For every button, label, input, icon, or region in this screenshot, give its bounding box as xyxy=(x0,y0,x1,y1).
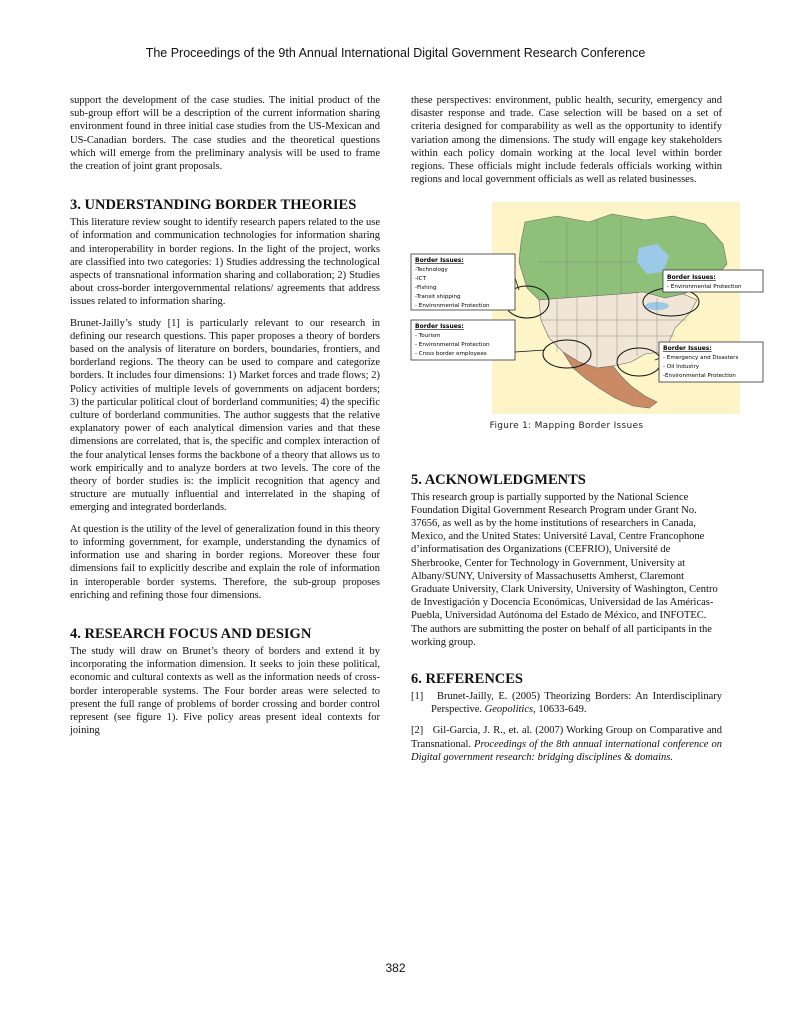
section-3-paragraph-2: Brunet-Jailly’s study [1] is particularly relevant to our research in defining our research questions. This paper proposes a theory of borders based on the analysis of literature on borders, boundaries, frontiers, and borderland regions. The theory can be used to compare and categorize borders. It includes four dimensions: 1) Market forces and trade flows; 2) Policy activities of multiple levels of governments on adjacent borders; 3) the particular political clout of borderland communities; 4) the specific culture of borderland communities. The author suggests that the relative explanatory power of each analytical dimension varies and that these dimensions are correlated, that is, the specific and complex interaction of the four analytical lenses forms the backbone of a theory that allows us to work empirically and to analyze borders at two levels. The core of the theory of border studies is: the implicit recognition that agency and structure are mutually influential and interrelated in the shaping of emerging and integrated borderlands. xyxy=(70,317,380,514)
section-5-paragraph-1: This research group is partially supported by the National Science Foundation Digital Government Research Program under Grant No. 37656, as well as by the home institutions of researchers in Canada, Mexico, and the United States: Université Laval, Centre Francophone d’informatisation des Organizations (CEFRIO), Université de Sherbrooke, Center for Technology in Government, University at Albany/SUNY, University of Massachusetts Amherst, Claremont Graduate University, Clark University, University of Washington, Centro de Investigación y Docencia Económicas, Universidad de las Américas-Puebla, Universidad Autónoma del Estado de México, and INFOTEC. The authors are submitting the poster on behalf of all participants in the working group. xyxy=(411,491,718,648)
reference-2-label: [2] xyxy=(411,725,424,737)
reference-1-text: Brunet-Jailly, E. (2005) Theorizing Borders: An Interdisciplinary Perspective. xyxy=(431,691,723,716)
border-issues-map xyxy=(407,202,767,414)
figure-1 xyxy=(407,202,767,414)
border-issues-box-3 xyxy=(411,320,515,360)
box-3-item: - Environmental Protection xyxy=(415,342,490,349)
box-1-item: -ICT xyxy=(415,276,426,283)
section-4-heading: 4. RESEARCH FOCUS AND DESIGN xyxy=(70,625,312,642)
section-4-paragraph-1: The study will draw on Brunet’s theory of borders and extend it by incorporating the information dimension. It seeks to join these political, economic and cultural contexts as well as the information needs of cross-border interoperable systems. The Four border areas were selected to present the full range of problems of border crossing and border control represent (see figure 1). Five policy areas present ideal contexts for joining xyxy=(70,645,380,737)
box-1-item: - Environmental Protection xyxy=(415,303,490,310)
reference-2 xyxy=(411,724,722,764)
box-1-item: -Technology xyxy=(415,267,448,274)
reference-1 xyxy=(411,690,722,716)
box-2-item: - Environmental Protection xyxy=(667,284,742,291)
box-3-title: Border Issues: xyxy=(415,323,464,331)
section-6-heading: 6. REFERENCES xyxy=(411,671,523,688)
box-2-title: Border Issues: xyxy=(667,274,716,282)
box-4-item: -Environmental Protection xyxy=(663,373,736,380)
right-column xyxy=(411,94,742,772)
section-3-paragraph-1: This literature review sought to identify research papers related to the use of information and communication technologies for information sharing and interoperability in border regions. In the light of the project, works are classified into two categories: 1) Studies addressing the technological aspects of transnational information sharing and collaboration; 2) Studies about cross-border intergovernmental relations/ agreements that address issues related to information sharing. xyxy=(70,217,380,308)
box-4-item: - Oil Industry xyxy=(663,364,700,371)
section-3-heading: 3. UNDERSTANDING BORDER THEORIES xyxy=(70,197,357,214)
running-header: The Proceedings of the 9th Annual International Digital Government Research Conference xyxy=(145,46,646,60)
reference-2-proceedings: Proceedings of the 8th annual international conference on Digital government research: bridging disciplines & domains. xyxy=(411,738,722,763)
reference-1-label: [1] xyxy=(411,691,424,703)
right-intro-paragraph: these perspectives: environment, public health, security, emergency and disaster response and trade. Case selection will be based on a set of criteria designed for comparability as well as the opportunity to identify variation among the dimensions. The study will engage key stakeholders within each policy domain working at the local level within border regions. These officials might include federals officials working within regions and local government officials as well as related businesses. xyxy=(411,95,722,186)
box-3-item: - Tourism xyxy=(415,333,441,340)
reference-1-tail: 10633-649. xyxy=(538,704,587,716)
reference-2-text: Gil-Garcia, J. R., et. al. (2007) Working Group on Comparative and Transnational. xyxy=(411,725,723,750)
box-3-item: - Cross border employees xyxy=(415,351,487,358)
border-issues-box-4 xyxy=(659,342,763,382)
left-column xyxy=(70,94,380,745)
page-number: 382 xyxy=(385,961,406,975)
box-4-title: Border Issues: xyxy=(663,345,712,353)
box-4-item: - Emergency and Disasters xyxy=(663,355,739,362)
border-issues-box-1 xyxy=(411,254,515,310)
intro-paragraph: support the development of the case studies. The initial product of the sub-group effort will be a description of the current information sharing environment found in three initial case studies from the US-Mexican and US-Canadian borders. The case studies and the theoretical questions which will emerge from the preliminary analysis will be used to frame the creation of joint grant proposals. xyxy=(70,95,380,173)
section-5-heading: 5. ACKNOWLEDGMENTS xyxy=(411,471,586,488)
figure-caption: Figure 1: Mapping Border Issues xyxy=(489,421,644,432)
box-1-item: -Fishing xyxy=(415,285,437,292)
border-issues-box-2 xyxy=(663,270,763,292)
reference-1-journal: Geopolitics, xyxy=(484,704,536,716)
box-1-title: Border Issues: xyxy=(415,257,464,265)
box-1-item: -Transit shipping xyxy=(415,294,461,301)
section-3-paragraph-3: At question is the utility of the level of generalization found in this theory to informing government, for example, understanding the dynamics of information use and sharing in border regions. Moreover these four dimensions fail to explicitly describe and explain the role of information in interoperable border systems. Therefore, the sub-group proposes enriching and refining those four dimensions. xyxy=(70,523,380,601)
